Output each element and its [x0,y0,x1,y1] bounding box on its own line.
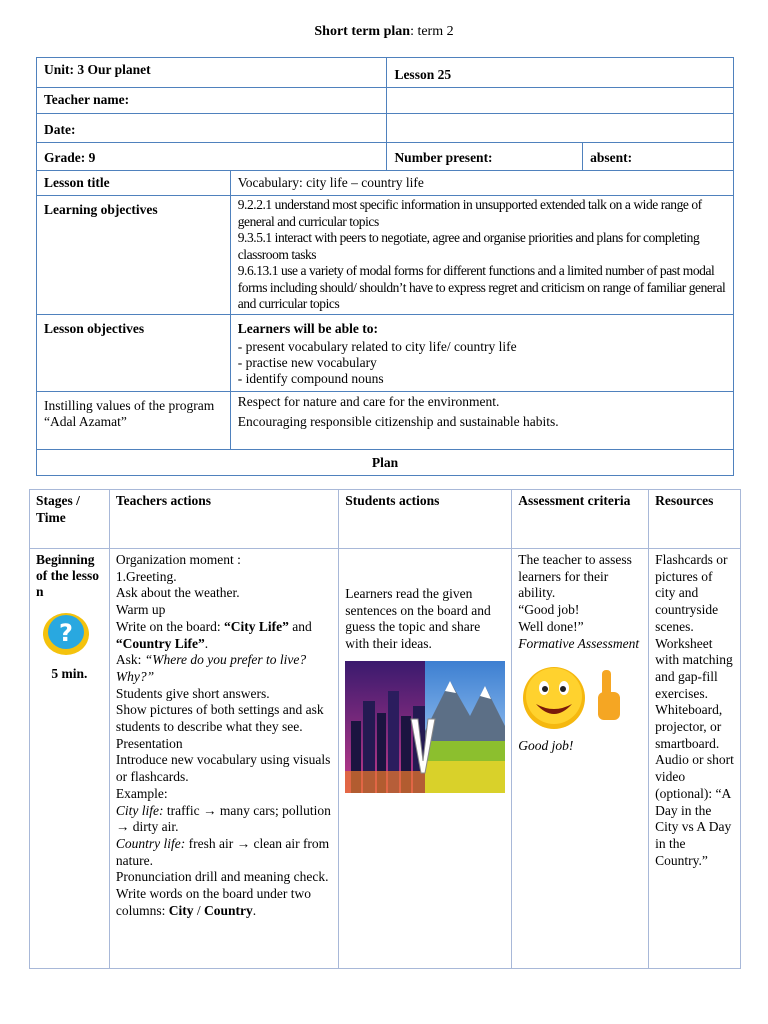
teacher-line: Presentation [115,735,183,751]
learning-objective: 9.2.2.1 understand most specific information in unsupported extended talk on a wide range of general and curricular topics [237,197,702,229]
teacher-name-label: Teacher name: [37,88,387,114]
text: Country [204,902,253,918]
learning-objective: 9.6.13.1 use a variety of modal forms for different functions and a limited number of past modal forms including should/ shouldn’t have to express regret and criticism on range of familiar general and curricular topics [237,263,726,311]
lesson-title-label: Lesson title [37,171,231,196]
text: “Country Life” [115,635,205,651]
teacher-line: Students give short answers. [115,685,270,701]
student-actions-cell [339,549,512,969]
text: . [204,635,209,651]
date-label: Date: [37,114,387,143]
value-line: Encouraging responsible citizenship and sustainable habits. [237,413,559,429]
header-stages: Stages / Time [30,490,110,549]
question-mark-icon [40,608,92,656]
learning-objectives-label: Learning objectives [37,196,231,315]
unit-cell: Unit: 3 Our planet [37,58,387,88]
lesson-objective: - present vocabulary related to city life/ country life [237,338,517,354]
teacher-line: Example: [115,785,168,801]
date-value [387,114,734,143]
teacher-line [116,886,332,919]
assessment-cell [512,549,649,969]
good-job-caption: Good job! [518,738,574,754]
text: City [168,902,194,918]
values-label: Instilling values of the program “Adal Azamat” [37,391,231,449]
teacher-line [116,803,332,836]
number-present-cell: Number present: [387,143,583,171]
lesson-title-value: Vocabulary: city life – country life [230,171,733,196]
text: Country life: [115,835,186,851]
text: Ask: [115,652,145,668]
teacher-line: Organization moment : [115,552,241,567]
teacher-line: Show pictures of both settings and ask students to describe what they see. [115,702,324,735]
assessment-text: “Good job! [518,602,580,618]
teacher-line [116,619,332,652]
student-actions-text: Learners read the given sentences on the board and guess the topic and share with their ideas. [345,586,491,652]
plan-label: Plan [37,449,734,475]
assessment-text: Well done!” [518,618,584,634]
text: / [193,902,205,918]
text: Write on the board: [115,618,225,634]
learning-objectives-cell [230,196,733,315]
lesson-objective: - identify compound nouns [237,370,384,386]
lesson-objectives-intro: Learners will be able to: [237,320,378,336]
svg-text:?: ? [59,619,73,647]
lesson-objectives-cell [230,314,733,391]
value-line: Respect for nature and care for the environment. [237,393,500,409]
absent-cell: absent: [583,143,734,171]
text: “Where do you prefer to live? Why?” [115,652,307,684]
lesson-number-cell: Lesson 25 [387,58,734,88]
lesson-info-table [36,57,734,476]
header-teachers: Teachers actions [109,490,338,549]
lesson-objectives-label: Lesson objectives [37,314,231,391]
stage-cell [30,549,110,969]
resources-cell: Flashcards or pictures of city and countryside scenes. Worksheet with matching and gap-fill exercises. Whiteboard, projector, or smartboard. Audio or short video (optional): “A Day in the City vs A Day in the Country.” [649,549,741,969]
title-rest: : term 2 [410,24,454,39]
teacher-actions-cell [109,549,338,969]
smiley-thumbs-up-icon [518,662,626,732]
text: . [252,902,257,918]
teacher-line: 1.Greeting. [115,568,177,584]
title-bold: Short term plan [314,24,411,39]
assessment-text: The teacher to assess learners for their ability. [518,552,632,601]
text: and [288,618,312,634]
plan-table [29,489,741,969]
text: fresh air → clean air from nature. [115,835,330,868]
text: traffic → many cars; pollution → dirty air. [115,802,331,835]
header-assessment: Assessment criteria [512,490,649,549]
teacher-line: Warm up [115,602,166,618]
lesson-objective: - practise new vocabulary [237,354,377,370]
teacher-name-value [387,88,734,114]
teacher-line: Introduce new vocabulary using visuals or flashcards. [115,752,331,785]
header-students: Students actions [339,490,512,549]
teacher-line: Pronunciation drill and meaning check. [115,869,329,885]
teacher-line: Ask about the weather. [115,585,240,601]
text: “City Life” [224,618,289,634]
values-cell [230,391,733,449]
grade-cell: Grade: 9 [37,143,387,171]
document-title [0,24,768,40]
assessment-text: Formative Assessment [518,635,640,651]
text: Write words on the board under two columns: [115,886,312,918]
stage-name: Beginning of the lesson [36,552,99,599]
learning-objective: 9.3.5.1 interact with peers to negotiate, agree and organise priorities and plans for completing classroom tasks [237,230,700,262]
stage-time: 5 min. [51,666,88,681]
header-resources: Resources [649,490,741,549]
city-country-image [345,661,505,793]
teacher-line [116,652,332,685]
teacher-line [116,836,332,869]
text: City life: [115,802,164,818]
